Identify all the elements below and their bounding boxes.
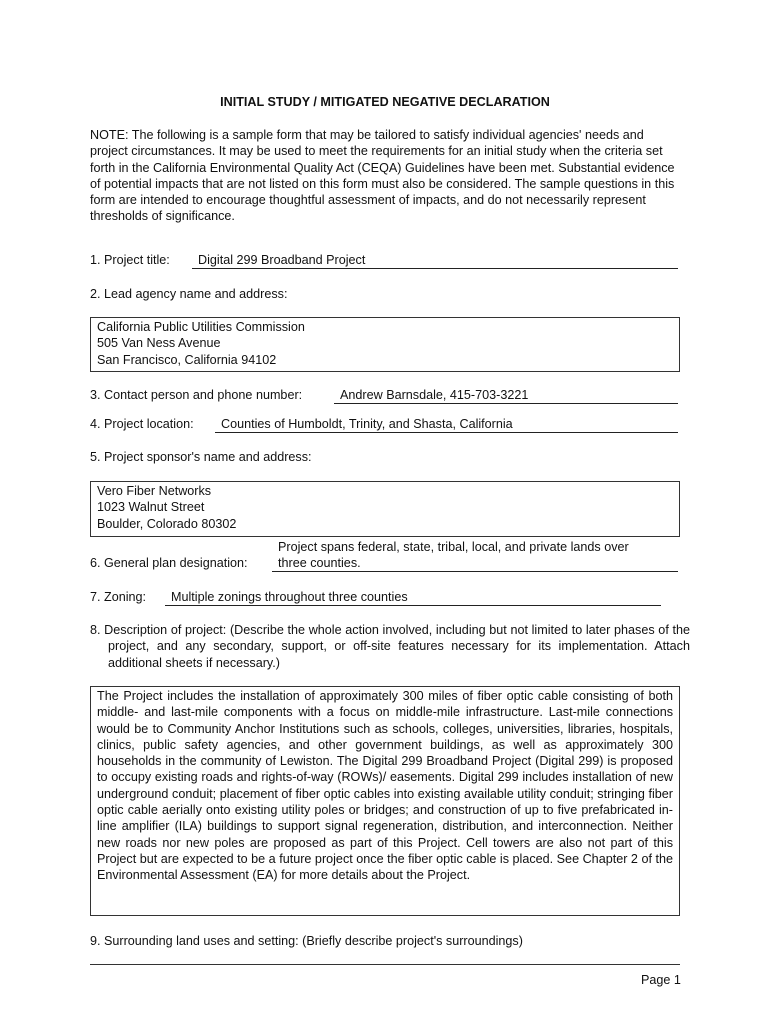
- surrounding-land-uses-label: 9. Surrounding land uses and setting: (Briefly describe project's surroundings): [90, 934, 523, 948]
- lead-agency-box[interactable]: [90, 317, 680, 372]
- general-plan-value-line1: Project spans federal, state, tribal, local, and private lands over: [278, 540, 629, 554]
- contact-person-label: 3. Contact person and phone number:: [90, 388, 303, 402]
- project-sponsor-box[interactable]: [90, 481, 680, 537]
- lead-agency-line: San Francisco, California 94102: [97, 352, 277, 367]
- lead-agency-line: 505 Van Ness Avenue: [97, 336, 221, 351]
- footer-divider: [90, 964, 680, 965]
- project-location-field[interactable]: Counties of Humboldt, Trinity, and Shasta, California: [215, 416, 678, 433]
- general-plan-label: 6. General plan designation:: [90, 556, 248, 570]
- page-number: Page 1: [641, 973, 681, 987]
- project-sponsor-line: Boulder, Colorado 80302: [97, 516, 237, 531]
- project-sponsor-line: Vero Fiber Networks: [97, 484, 212, 498]
- project-title-field[interactable]: Digital 299 Broadband Project: [192, 252, 678, 269]
- zoning-field[interactable]: Multiple zonings throughout three counties: [165, 589, 661, 606]
- project-location-label: 4. Project location:: [90, 417, 194, 431]
- general-plan-field[interactable]: three counties.: [272, 555, 678, 572]
- contact-person-field[interactable]: Andrew Barnsdale, 415-703-3221: [334, 387, 678, 404]
- zoning-label: 7. Zoning:: [90, 590, 147, 604]
- description-text: The Project includes the installation of approximately 300 miles of fiber optic cable consisting of both middle- and last-mile components with a focus on middle-mile infrastructure. Last-mile connections would be to Community Anchor Institutions such as schools, colleges, universities, libraries, hospitals, clinics, public safety agencies, and other government buildings, as well as approximately 300 households in the community of Lewiston. The Digital 299 Broadband Project (Digital 299) is proposed to occupy existing roads and rights-of-way (ROWs)/ easements. Digital 299 includes installation of new underground conduit; placement of fiber optic cables into existing available utility conduit; stringing fiber optic cable aerially onto existing utility poles or bridges; and construction of up to five prefabricated in-line amplifier (ILA) buildings to support signal regeneration, distribution, and interconnection. Neither new roads nor new poles are proposed as part of this Project. Cell towers are also not part of this Project but are expected to be a future project once the fiber optic cable is placed. See Chapter 2 of the Environmental Assessment (EA) for more details about the Project.: [97, 689, 673, 883]
- page-title: INITIAL STUDY / MITIGATED NEGATIVE DECLARATION: [220, 95, 550, 109]
- description-label: 8. Description of project: (Describe the whole action involved, including but not limited to later phases of the project, and any secondary, support, or off-site features necessary for its implementation. Attach additional sheets if necessary.): [90, 623, 690, 670]
- project-sponsor-label: 5. Project sponsor's name and address:: [90, 450, 312, 464]
- project-title-label: 1. Project title:: [90, 253, 170, 267]
- description-box[interactable]: [90, 686, 680, 916]
- note-paragraph: NOTE: The following is a sample form that may be tailored to satisfy individual agencies' needs and project circumstances. It may be used to meet the requirements for an initial study when the criteria set forth in the California Environmental Quality Act (CEQA) Guidelines have been met. Substantial evidence of potential impacts that are not listed on this form must also be considered. The sample questions in this form are intended to encourage thoughtful assessment of impacts, and do not necessarily represent thresholds of significance.: [90, 128, 675, 224]
- lead-agency-label: 2. Lead agency name and address:: [90, 287, 288, 301]
- lead-agency-line: California Public Utilities Commission: [97, 320, 305, 334]
- project-sponsor-line: 1023 Walnut Street: [97, 500, 205, 515]
